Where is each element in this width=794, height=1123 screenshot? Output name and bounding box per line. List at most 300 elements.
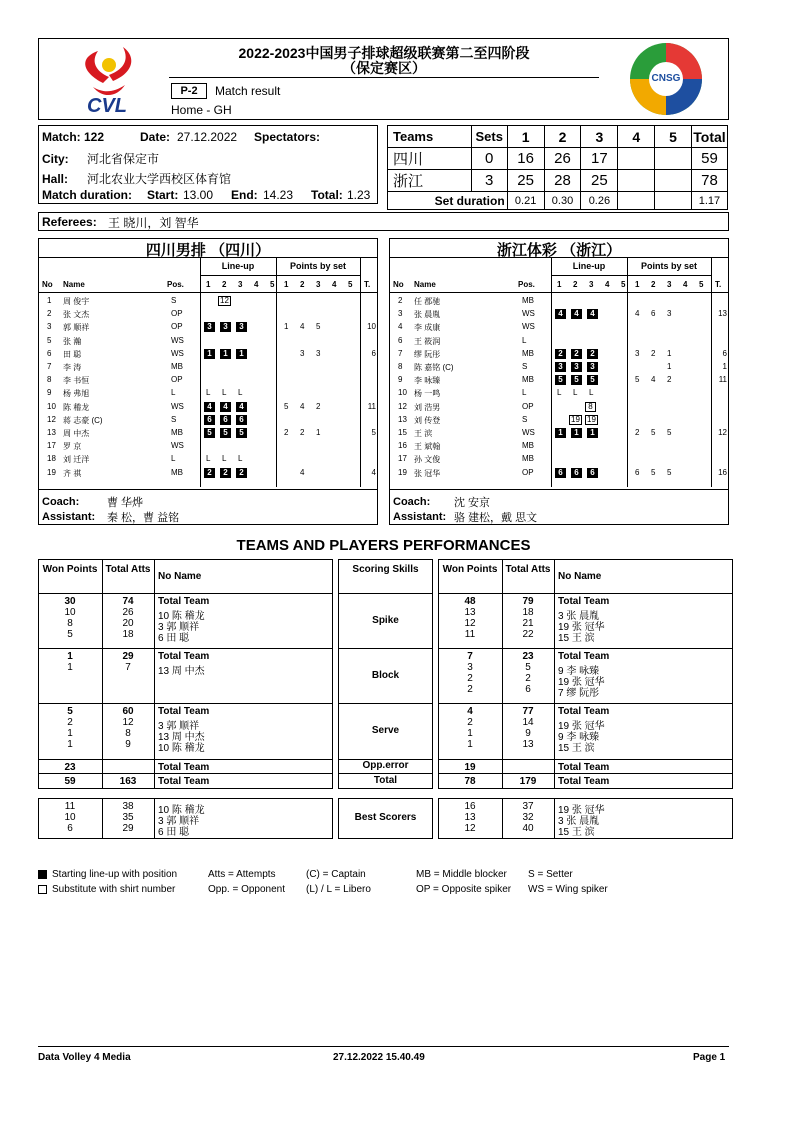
legend-start-icon <box>38 870 47 879</box>
player-set-points: 2 <box>667 375 672 385</box>
skills-rule <box>338 648 433 649</box>
player-total-points: 6 <box>371 348 376 358</box>
player-position: WS <box>171 401 184 411</box>
lineup-start-marker: 6 <box>204 415 215 425</box>
player-position: OP <box>171 309 183 319</box>
duration-label: Match duration: <box>42 188 132 202</box>
player-number: 9 <box>398 375 403 385</box>
perf-row-rule <box>438 773 733 774</box>
player-number: 9 <box>47 388 52 398</box>
lineup-start-marker: 6 <box>220 415 231 425</box>
best-col-rule <box>554 798 555 839</box>
player-name: 任 郡驰 <box>414 297 441 306</box>
player-set-points: 5 <box>284 401 289 411</box>
score-set: 17 <box>581 148 618 170</box>
lineup-start-marker: 2 <box>555 349 566 359</box>
header-bottom-rule <box>39 292 377 293</box>
lineup-start-marker: 2 <box>204 468 215 478</box>
referees-box <box>38 212 729 231</box>
footer-left: Data Volley 4 Media <box>38 1052 131 1063</box>
score-table <box>387 125 728 210</box>
best-points: 11 <box>64 801 76 812</box>
player-name: 刘 浩男 <box>414 402 441 412</box>
score-hdr-sets: Sets <box>471 126 507 148</box>
lineup-sub-marker: 12 <box>218 296 231 306</box>
best-player: 3 郭 顺祥 <box>158 816 200 827</box>
player-set-points: 5 <box>651 467 656 477</box>
won-points: 1 <box>67 651 73 662</box>
player-entry: 13 周 中杰 <box>158 666 205 677</box>
points-set-header: 2 <box>300 280 305 289</box>
player-position: OP <box>522 401 534 411</box>
best-points: 6 <box>67 823 73 834</box>
best-points: 13 <box>464 812 476 823</box>
total-team-label: Total Team <box>158 776 210 787</box>
player-name: 张 晨胤 <box>414 310 441 320</box>
pos-header: Pos. <box>518 280 535 289</box>
lineup-start-marker: 5 <box>587 375 598 385</box>
score-row-zhejiang <box>388 170 728 192</box>
player-total-points: 13 <box>718 309 727 319</box>
title-line2: （保定赛区） <box>342 60 426 76</box>
player-total-points: 11 <box>367 401 376 411</box>
player-number: 12 <box>47 414 56 424</box>
lineup-set-header: 3 <box>238 280 243 289</box>
player-set-points: 2 <box>635 428 640 437</box>
player-name: 刘 迁洋 <box>63 455 90 465</box>
lineup-start-marker: 3 <box>220 322 231 332</box>
total-atts: 6 <box>525 684 531 695</box>
cnsg-logo <box>627 41 705 117</box>
team-a-assistant: 秦 松，曹 益铭 <box>107 512 180 524</box>
cvl-logo <box>73 43 143 117</box>
lineup-header: Line-up <box>572 261 606 271</box>
won-points: 2 <box>467 684 473 695</box>
lineup-header: Line-up <box>221 261 255 271</box>
team-b-name: 浙江体彩 （浙江） <box>390 239 728 258</box>
total-header: T. <box>364 280 371 289</box>
player-name: 李 咏臻 <box>414 376 441 386</box>
total-team-label: Total Team <box>558 596 610 607</box>
referees-label: Referees: <box>42 215 97 229</box>
legend-sub: Substitute with shirt number <box>52 884 176 895</box>
header-bottom-rule <box>390 292 728 293</box>
total-team-label: Total Team <box>558 776 610 787</box>
won-points: 5 <box>67 629 73 640</box>
player-set-points: 3 <box>300 348 305 358</box>
player-entry: 3 郭 顺祥 <box>158 721 200 732</box>
player-name: 王 斌翰 <box>414 442 441 452</box>
lineup-sub-marker: 8 <box>585 402 596 412</box>
points-set-header: 1 <box>635 280 640 289</box>
footer-center: 27.12.2022 15.40.49 <box>333 1052 425 1063</box>
player-set-points: 6 <box>651 309 656 319</box>
lineup-start-marker: 5 <box>555 375 566 385</box>
total-team-label: Total Team <box>558 762 610 773</box>
perf-skills <box>338 559 433 839</box>
lineup-set-header: 2 <box>573 280 578 289</box>
total-atts: 21 <box>522 618 534 629</box>
header-rule <box>200 275 360 276</box>
player-position: OP <box>171 322 183 332</box>
won-points: 11 <box>464 629 476 640</box>
total-atts: 14 <box>522 717 534 728</box>
player-name: 周 俊宇 <box>63 297 90 306</box>
player-entry: 9 李 咏臻 <box>558 666 600 677</box>
total-team-label: Total Team <box>158 706 210 717</box>
score-set <box>655 148 692 170</box>
perf-row-rule <box>38 648 333 649</box>
player-name: 郭 顺祥 <box>63 323 90 333</box>
won-points: 3 <box>467 662 473 673</box>
skills-rule <box>338 593 433 594</box>
score-hdr-teams: Teams <box>388 126 472 148</box>
player-set-points: 5 <box>667 467 672 477</box>
player-position: WS <box>171 441 184 451</box>
total-atts: 13 <box>522 739 534 750</box>
total-label: Total: <box>311 188 343 202</box>
pos-header: Pos. <box>167 280 184 289</box>
total-team-label: Total Team <box>158 762 210 773</box>
player-position: WS <box>171 348 184 358</box>
player-number: 5 <box>47 335 52 345</box>
player-name: 缪 阮彤 <box>414 349 441 359</box>
best-player: 3 张 晨胤 <box>558 816 600 827</box>
skill-serve: Serve <box>371 725 400 736</box>
player-position: WS <box>171 335 184 345</box>
lineup-start-marker: 1 <box>571 428 582 438</box>
score-hdr-set4: 4 <box>618 126 655 148</box>
player-set-points: 1 <box>316 428 321 437</box>
hall-value: 河北农业大学西校区体育馆 <box>87 172 232 186</box>
lineup-start-marker: 1 <box>236 349 247 359</box>
lineup-start-marker: 1 <box>204 349 215 359</box>
player-total-points: 12 <box>718 428 727 437</box>
lineup-start-marker: 4 <box>220 402 231 412</box>
player-number: 10 <box>398 388 407 398</box>
player-entry: 7 缪 阮彤 <box>558 688 600 699</box>
won-points: 59 <box>64 776 76 787</box>
score-sets: 3 <box>471 170 507 192</box>
header-box <box>38 38 729 120</box>
skill-spike: Spike <box>372 614 399 626</box>
total-atts: 60 <box>122 706 134 717</box>
score-team: 四川 <box>388 148 472 170</box>
score-set <box>618 148 655 170</box>
team-b-coach-label: Coach: <box>393 496 431 508</box>
total-team-label: Total Team <box>158 596 210 607</box>
points-by-set-header: Points by set <box>640 261 697 271</box>
score-set: 28 <box>544 170 581 192</box>
team-a-coach-label: Coach: <box>42 496 80 508</box>
footer-rule <box>38 1046 729 1047</box>
player-name: 张 文杰 <box>63 310 90 320</box>
no-header: No <box>42 280 53 289</box>
start-value: 13.00 <box>183 188 214 202</box>
match-number: Match: 122 <box>42 130 105 144</box>
player-number: 18 <box>47 454 56 464</box>
player-entry: 19 张 冠华 <box>558 721 605 732</box>
player-set-points: 6 <box>635 467 640 477</box>
won-points: 1 <box>67 662 73 673</box>
team-a-grid <box>39 258 377 487</box>
set-duration: 0.21 <box>507 192 544 210</box>
team-a-name: 四川男排 （四川） <box>39 239 377 258</box>
player-number: 17 <box>47 441 56 451</box>
best-atts: 29 <box>122 823 134 834</box>
won-points: 13 <box>464 607 476 618</box>
points-set-header: 5 <box>699 280 704 289</box>
total-atts: 9 <box>525 728 531 739</box>
best-player: 6 田 聪 <box>158 827 190 838</box>
player-total-points: 5 <box>371 428 376 437</box>
won-points: 5 <box>67 706 73 717</box>
won-points: 1 <box>467 728 473 739</box>
player-entry: 3 郭 顺祥 <box>158 622 200 633</box>
won-points: 30 <box>64 596 76 607</box>
title-rule <box>169 77 599 78</box>
player-number: 7 <box>47 362 52 371</box>
score-hdr-total: Total <box>691 126 727 148</box>
legend-s: S = Setter <box>528 869 573 880</box>
won-points: 19 <box>464 762 476 773</box>
total-team-label: Total Team <box>558 651 610 662</box>
team-a-coach: 曹 华烨 <box>107 497 144 509</box>
team-b-grid <box>390 258 728 487</box>
skill-best-scorers: Best Scorers <box>354 812 417 823</box>
hdr-no-name: No Name <box>558 571 602 582</box>
score-set <box>655 170 692 192</box>
won-points: 1 <box>67 739 73 750</box>
lineup-set-header: 5 <box>270 280 275 289</box>
player-name: 张 瀚 <box>63 336 82 346</box>
team-a-assistant-label: Assistant: <box>42 511 96 523</box>
set-duration-row <box>388 192 728 210</box>
perf-team-a <box>38 559 333 839</box>
player-number: 10 <box>47 401 56 411</box>
player-number: 3 <box>398 309 403 319</box>
player-position: OP <box>522 467 534 477</box>
perf-row-rule <box>438 593 733 594</box>
skill-opperror: Opp.error <box>362 760 409 771</box>
score-team: 浙江 <box>388 170 472 192</box>
hdr-scoring-skills: Scoring Skills <box>352 564 419 575</box>
player-position: L <box>522 388 527 398</box>
report-name: Match result <box>215 84 281 98</box>
player-name: 王 滨 <box>414 429 433 438</box>
lineup-start-marker: 2 <box>236 468 247 478</box>
player-name: 陈 稽龙 <box>63 402 90 412</box>
end-label: End: <box>231 188 258 202</box>
player-set-points: 5 <box>635 375 640 385</box>
hall-label: Hall: <box>42 172 69 186</box>
set-duration <box>655 192 692 210</box>
total-atts: 20 <box>122 618 134 629</box>
player-name: 李 成康 <box>414 323 441 333</box>
player-position: L <box>171 388 176 398</box>
player-set-points: 4 <box>300 467 305 477</box>
lineup-start-marker: 1 <box>220 349 231 359</box>
cvl-logo-text: CVL <box>87 95 127 117</box>
lineup-libero-marker: L <box>557 388 562 398</box>
team-a-box <box>38 238 378 525</box>
player-name: 杨 弗旭 <box>63 389 90 399</box>
home-label: Home - GH <box>171 103 232 117</box>
title-line1: 2022-2023中国男子排球超级联赛第二至四阶段 <box>238 45 530 61</box>
team-b-bottom-rule <box>390 489 728 490</box>
won-points: 48 <box>464 596 476 607</box>
player-number: 2 <box>398 296 403 305</box>
lineup-set-header: 5 <box>621 280 626 289</box>
player-name: 周 中杰 <box>63 429 90 438</box>
lineup-set-header: 4 <box>254 280 259 289</box>
best-atts: 40 <box>522 823 534 834</box>
player-number: 17 <box>398 454 407 464</box>
lineup-set-header: 2 <box>222 280 227 289</box>
total-atts: 74 <box>122 596 134 607</box>
lineup-start-marker: 6 <box>587 468 598 478</box>
lineup-start-marker: 1 <box>555 428 566 438</box>
set-duration <box>618 192 655 210</box>
player-number: 13 <box>47 428 56 437</box>
player-name: 蒋 志豪 (C) <box>63 415 103 425</box>
total-atts: 2 <box>525 673 531 684</box>
player-set-points: 2 <box>651 348 656 358</box>
player-entry: 13 周 中杰 <box>158 732 205 743</box>
lineup-start-marker: 2 <box>571 349 582 359</box>
player-position: WS <box>522 309 535 319</box>
lineup-start-marker: 2 <box>220 468 231 478</box>
player-set-points: 4 <box>651 375 656 385</box>
score-set: 25 <box>507 170 544 192</box>
team-b-assistant-label: Assistant: <box>393 511 447 523</box>
best-player: 15 王 滨 <box>558 827 595 838</box>
player-entry: 10 陈 稽龙 <box>158 611 205 622</box>
player-name: 田 聪 <box>63 349 82 359</box>
date-value: 27.12.2022 <box>177 130 238 144</box>
player-name: 陈 嘉铭 (C) <box>414 363 454 372</box>
player-number: 19 <box>398 467 407 477</box>
lineup-start-marker: 2 <box>587 349 598 359</box>
points-set-header: 4 <box>683 280 688 289</box>
total-header: T. <box>715 280 722 289</box>
lineup-libero-marker: L <box>238 388 243 398</box>
won-points: 78 <box>464 776 476 787</box>
points-set-header: 3 <box>667 280 672 289</box>
player-entry: 6 田 聪 <box>158 633 190 644</box>
player-number: 3 <box>47 322 52 332</box>
score-set: 26 <box>544 148 581 170</box>
header-rule <box>551 275 711 276</box>
player-total-points: 16 <box>718 467 727 477</box>
total-atts: 7 <box>125 662 131 673</box>
perf-title: TEAMS AND PLAYERS PERFORMANCES <box>236 537 531 554</box>
player-set-points: 3 <box>635 348 640 358</box>
legend-start: Starting line-up with position <box>52 869 178 880</box>
perf-team-b <box>438 559 733 839</box>
score-hdr-set1: 1 <box>507 126 544 148</box>
player-position: MB <box>171 428 183 437</box>
perf-row-rule <box>438 759 733 760</box>
player-entry: 15 王 滨 <box>558 633 595 644</box>
points-set-header: 1 <box>284 280 289 289</box>
lineup-start-marker: 5 <box>220 428 231 438</box>
player-number: 8 <box>47 375 52 385</box>
player-entry: 19 张 冠华 <box>558 622 605 633</box>
legend-atts: Atts = Attempts <box>208 869 276 880</box>
player-position: WS <box>522 428 535 437</box>
lineup-set-header: 1 <box>206 280 211 289</box>
best-atts: 37 <box>522 801 534 812</box>
lineup-start-marker: 5 <box>236 428 247 438</box>
legend-ws: WS = Wing spiker <box>528 884 608 895</box>
lineup-libero-marker: L <box>573 388 578 398</box>
player-position: S <box>171 414 177 424</box>
date-label: Date: <box>140 130 171 144</box>
legend-captain: (C) = Captain <box>306 869 366 880</box>
team-b-box <box>389 238 729 525</box>
referees-names: 王 晓川，刘 智华 <box>108 216 199 230</box>
team-b-coach: 沈 安京 <box>454 497 491 509</box>
report-code: P-2 <box>171 83 207 99</box>
player-name: 刘 传登 <box>414 415 441 425</box>
points-set-header: 2 <box>651 280 656 289</box>
skill-block: Block <box>371 669 400 681</box>
best-atts: 32 <box>522 812 534 823</box>
lineup-set-header: 1 <box>557 280 562 289</box>
player-name: 李 书恒 <box>63 376 90 386</box>
end-value: 14.23 <box>263 188 294 202</box>
player-position: MB <box>171 467 183 477</box>
player-number: 6 <box>398 335 403 345</box>
player-entry: 10 陈 稽龙 <box>158 743 205 754</box>
lineup-libero-marker: L <box>589 388 594 398</box>
lineup-start-marker: 4 <box>587 309 598 319</box>
won-points: 2 <box>67 717 73 728</box>
player-total-points: 4 <box>371 467 376 477</box>
total-atts: 29 <box>122 651 134 662</box>
skills-rule <box>338 773 433 774</box>
best-col-rule <box>154 798 155 839</box>
set-duration-label: Set duration <box>388 192 508 210</box>
player-position: MB <box>522 441 534 451</box>
total-duration: 1.17 <box>691 192 727 210</box>
player-name: 杨 一鸣 <box>414 389 441 399</box>
total-atts: 79 <box>522 596 534 607</box>
player-set-points: 4 <box>635 309 640 319</box>
points-set-header: 4 <box>332 280 337 289</box>
player-number: 12 <box>398 401 407 411</box>
player-number: 2 <box>47 309 52 319</box>
spectators-label: Spectators: <box>254 130 321 144</box>
player-entry: 19 张 冠华 <box>558 677 605 688</box>
total-atts: 9 <box>125 739 131 750</box>
score-hdr-set5: 5 <box>655 126 692 148</box>
total-atts: 18 <box>522 607 534 618</box>
total-atts: 22 <box>522 629 534 640</box>
player-position: MB <box>522 454 534 464</box>
player-name: 李 涛 <box>63 363 82 372</box>
lineup-start-marker: 6 <box>555 468 566 478</box>
won-points: 2 <box>467 673 473 684</box>
hdr-won-points: Won Points <box>42 564 98 575</box>
won-points: 2 <box>467 717 473 728</box>
name-header: Name <box>414 280 436 289</box>
player-set-points: 2 <box>316 401 321 411</box>
lineup-set-header: 3 <box>589 280 594 289</box>
perf-row-rule <box>38 703 333 704</box>
player-total-points: 11 <box>718 375 727 385</box>
